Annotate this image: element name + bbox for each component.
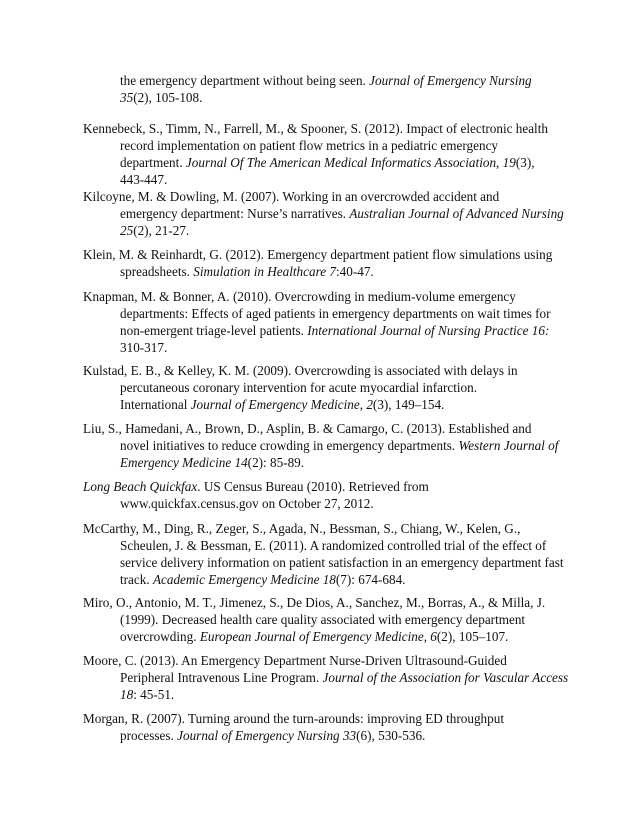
text: (2), 105-108.: [133, 90, 203, 105]
italic-text: European Journal of Emergency Medicine, 6: [199, 629, 437, 644]
italic-text: Western Journal of: [458, 438, 559, 453]
reference-line: [83, 288, 553, 305]
italic-text: Long Beach Quickfax: [83, 479, 198, 494]
italic-text: Academic Emergency Medicine 18: [152, 572, 336, 587]
reference-line: [83, 379, 553, 396]
text: Kilcoyne, M. & Dowling, M. (2007). Working in an overcrowded accident and: [83, 189, 500, 204]
text: (2): 85-89.: [247, 455, 305, 470]
text: spreadsheets.: [120, 264, 194, 279]
reference-mccarthy: [83, 520, 564, 588]
reference-line: [83, 89, 553, 106]
reference-morgan: [83, 710, 553, 744]
reference-line: [83, 263, 553, 280]
text: ,: [496, 155, 503, 170]
reference-line: [83, 537, 553, 554]
italic-text: Australian Journal of Advanced Nursing: [349, 206, 564, 221]
reference-line: [83, 628, 553, 645]
reference-continuation: [83, 72, 553, 106]
italic-text: 19: [502, 155, 516, 170]
reference-line: [83, 72, 553, 89]
italic-text: Journal Of The American Medical Informatics Association: [185, 155, 497, 170]
italic-text: Journal of Emergency Nursing 33: [177, 728, 357, 743]
italic-text: 18: [120, 687, 134, 702]
text: (7): 674-684.: [335, 572, 406, 587]
reference-line: [83, 339, 553, 356]
reference-line: [83, 420, 553, 437]
reference-line: [83, 495, 553, 512]
text: novel initiatives to reduce crowding in emergency departments.: [120, 438, 459, 453]
text: (1999). Decreased health care quality associated with emergency department: [120, 612, 526, 627]
reference-line: [83, 571, 553, 588]
text: service delivery information on patient satisfaction in an emergency department fast: [120, 555, 564, 570]
text: overcrowding.: [120, 629, 200, 644]
text: Miro, O., Antonio, M. T., Jimenez, S., De Dios, A., Sanchez, M., Borras, A., & Milla, J.: [83, 595, 546, 610]
reference-line: [83, 478, 553, 495]
reference-line: [83, 454, 553, 471]
reference-line: [83, 154, 553, 171]
reference-kilcoyne: [83, 188, 564, 239]
text: track.: [120, 572, 153, 587]
text: International: [120, 397, 191, 412]
text: Liu, S., Hamedani, A., Brown, D., Asplin, B. & Camargo, C. (2013). Established and: [83, 421, 532, 436]
reference-liu: [83, 420, 559, 471]
reference-miro: [83, 594, 553, 645]
reference-line: [83, 554, 564, 571]
text: Knapman, M. & Bonner, A. (2010). Overcrowding in medium-volume emergency: [83, 289, 516, 304]
reference-line: [83, 120, 553, 137]
italic-text: 2: [366, 397, 373, 412]
reference-knapman: [83, 288, 553, 356]
reference-klein: [83, 246, 553, 280]
reference-line: [83, 171, 553, 188]
text: . US Census Bureau (2010). Retrieved from: [197, 479, 429, 494]
text: 310-317.: [120, 340, 168, 355]
reference-line: [83, 710, 553, 727]
text: Klein, M. & Reinhardt, G. (2012). Emergency department patient flow simulations using: [83, 247, 553, 262]
text: Kennebeck, S., Timm, N., Farrell, M., & Spooner, S. (2012). Impact of electronic health: [83, 121, 548, 136]
text: departments: Effects of aged patients in emergency departments on wait times for: [120, 306, 551, 321]
reference-kulstad: [83, 362, 553, 413]
reference-line: [83, 222, 553, 239]
text: :40-47.: [335, 264, 374, 279]
text: percutaneous coronary intervention for acute myocardial infarction.: [120, 380, 478, 395]
italic-text: Journal of the Association for Vascular Access: [322, 670, 569, 685]
text: (6), 530-536.: [356, 728, 426, 743]
text: emergency department: Nurse’s narratives.: [120, 206, 350, 221]
text: record implementation on patient flow metrics in a pediatric emergency: [120, 138, 499, 153]
reference-line: [83, 611, 553, 628]
reference-line: [83, 137, 553, 154]
reference-line: [83, 652, 553, 669]
text: department.: [120, 155, 186, 170]
reference-line: [83, 205, 564, 222]
reference-moore: [83, 652, 569, 703]
text: (3),: [515, 155, 535, 170]
text: Kulstad, E. B., & Kelley, K. M. (2009). Overcrowding is associated with delays in: [83, 363, 518, 378]
reference-line: [83, 669, 569, 686]
text: processes.: [120, 728, 178, 743]
text: (3), 149–154.: [372, 397, 445, 412]
reference-line: [83, 188, 553, 205]
text: : 45-51.: [133, 687, 175, 702]
text: Scheulen, J. & Bessman, E. (2011). A randomized controlled trial of the effect of: [120, 538, 547, 553]
italic-text: Journal of Emergency Medicine: [190, 397, 360, 412]
text: 443-447.: [120, 172, 168, 187]
reference-line: [83, 362, 553, 379]
text: www.quickfax.census.gov on October 27, 2012.: [120, 496, 374, 511]
italic-text: 35: [120, 90, 134, 105]
reference-line: [83, 520, 553, 537]
text: Morgan, R. (2007). Turning around the turn-arounds: improving ED throughput: [83, 711, 504, 726]
reference-line: [83, 686, 553, 703]
reference-line: [83, 437, 559, 454]
reference-kennebeck: [83, 120, 553, 188]
italic-text: 25: [120, 223, 134, 238]
italic-text: Emergency Medicine 14: [120, 455, 248, 470]
reference-long-beach: [83, 478, 553, 512]
text: non-emergent triage-level patients.: [120, 323, 308, 338]
italic-text: Journal of Emergency Nursing: [369, 73, 532, 88]
italic-text: International Journal of Nursing Practice 16:: [307, 323, 550, 338]
text: the emergency department without being seen.: [120, 73, 370, 88]
reference-line: [83, 322, 553, 339]
text: McCarthy, M., Ding, R., Zeger, S., Agada, N., Bessman, S., Chiang, W., Kelen, G.,: [83, 521, 521, 536]
text: Peripheral Intravenous Line Program.: [120, 670, 323, 685]
text: (2), 21-27.: [133, 223, 190, 238]
reference-line: [83, 246, 553, 263]
italic-text: Simulation in Healthcare 7: [193, 264, 336, 279]
text: Moore, C. (2013). An Emergency Department Nurse-Driven Ultrasound-Guided: [83, 653, 507, 668]
text: ,: [359, 397, 367, 412]
reference-line: [83, 396, 553, 413]
reference-line: [83, 305, 553, 322]
text: (2), 105–107.: [436, 629, 509, 644]
reference-line: [83, 594, 553, 611]
reference-line: [83, 727, 553, 744]
